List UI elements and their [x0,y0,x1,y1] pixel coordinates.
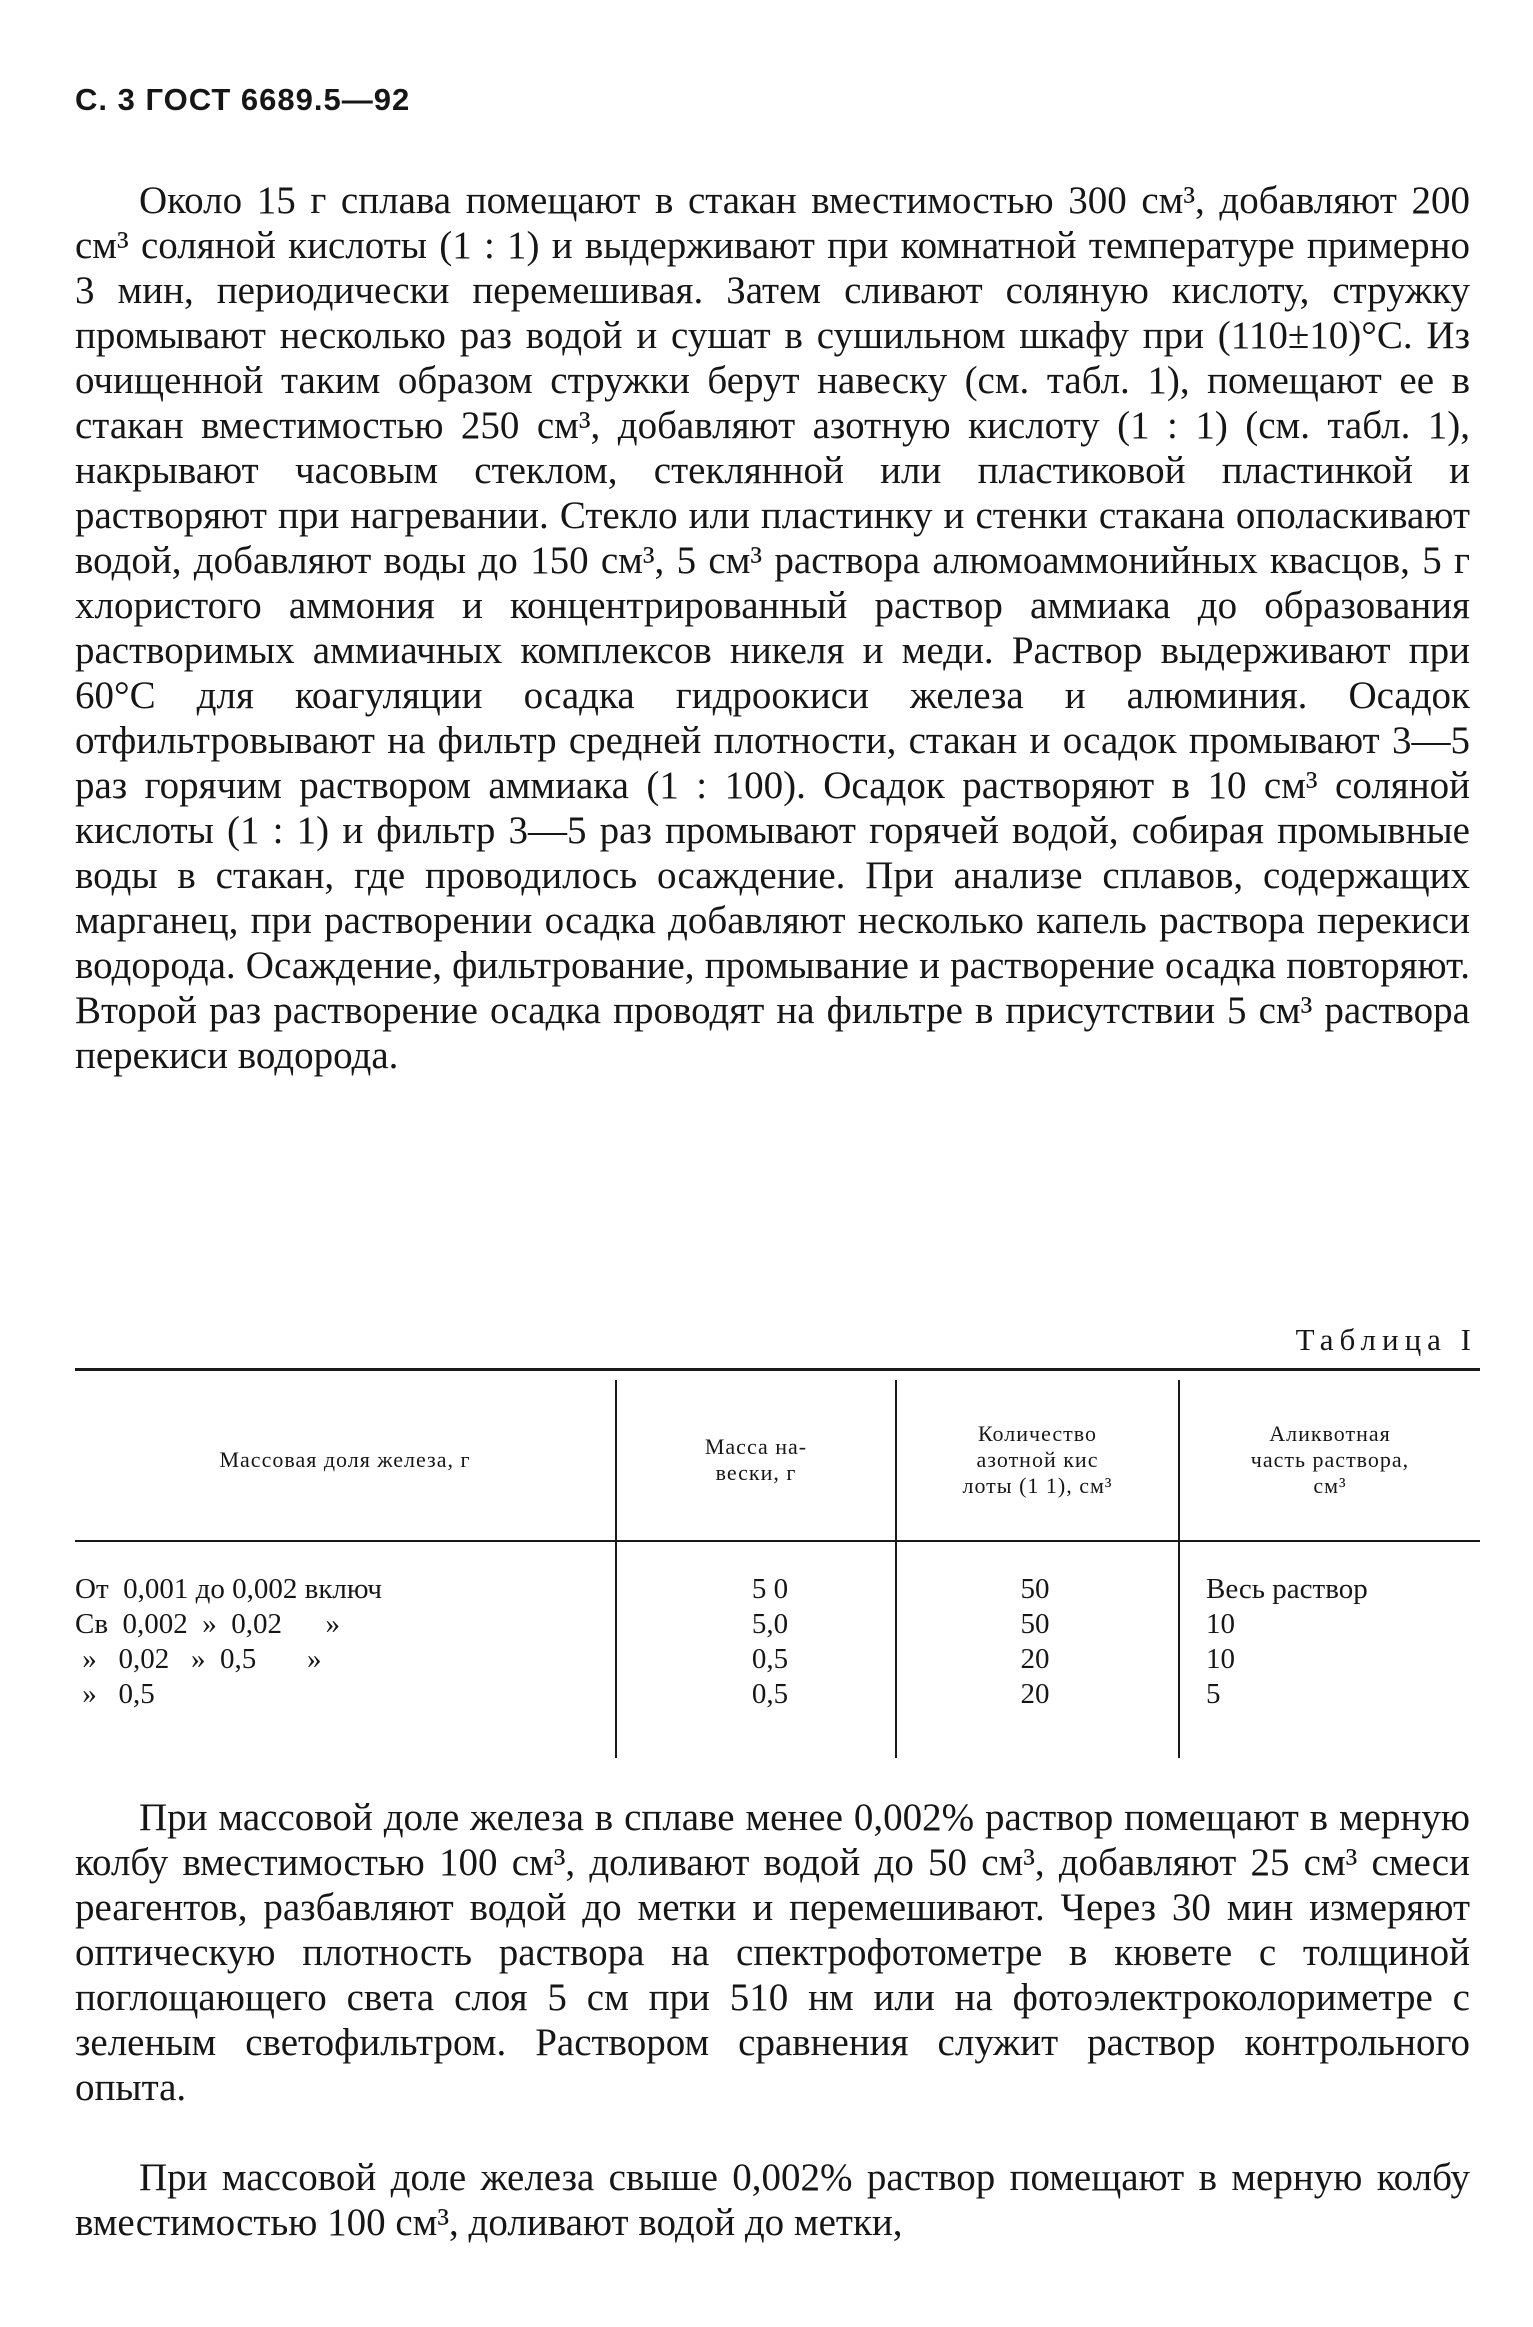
cell-aliquot: Весь раствор [1206,1573,1368,1605]
cell-acid: 50 [1020,1608,1050,1640]
cell-aliquot: 10 [1206,1643,1235,1675]
cell-acid: 50 [1020,1573,1050,1605]
header-aliquot: Аликвотная часть раствора, см³ [1250,1421,1410,1498]
cell-acid: 20 [1020,1678,1050,1710]
header-acid-amount: Количество азотной кис лоты (1 1), см³ [962,1421,1113,1498]
iron-table [75,1368,1480,1758]
cell-range: » 0,02 » 0,5 » [75,1643,322,1675]
cell-range: Св 0,002 » 0,02 » [75,1608,341,1640]
table-header-rule [75,1540,1480,1542]
page-header: С. 3 ГОСТ 6689.5—92 [75,82,411,117]
cell-mass: 0,5 [751,1643,789,1675]
header-mass-fraction: Массовая доля железа, г [219,1447,471,1472]
cell-aliquot: 5 [1206,1678,1221,1710]
table-row [75,1643,1480,1678]
cell-acid: 20 [1020,1643,1050,1675]
table-row [75,1678,1480,1713]
header-sample-mass: Масса на- вески, г [704,1434,808,1485]
table-caption: Таблица I [1295,1322,1477,1357]
paragraph-low-iron: При массовой доле железа в сплаве менее 0,002% раствор помещают в мерную колбу вместимостью 100 см³, доливают водой до 50 см³, добавляют 25 см³ смеси реагентов, разбавляют водой до метки и перемешивают. Через 30 мин измеряют оптическую плотность раствора на спектрофотометре в кювете с толщиной поглощающего света слоя 5 см при 510 нм или на фотоэлектроколориметре с зеленым светофильтром. Раствором сравнения служит раствор контрольного опыта. [75,1796,1470,2109]
cell-aliquot: 10 [1206,1608,1235,1640]
cell-mass: 5,0 [751,1608,789,1640]
cell-range: » 0,5 [75,1678,155,1710]
paragraph-procedure: Около 15 г сплава помещают в стакан вместимостью 300 см³, добавляют 200 см³ соляной кислоты (1 : 1) и выдерживают при комнатной температуре примерно 3 мин, периодически перемешивая. Затем сливают соляную кислоту, стружку промывают несколько раз водой и сушат в сушильном шкафу при (110±10)°С. Из очищенной таким образом стружки берут навеску (см. табл. 1), помещают ее в стакан вместимостью 250 см³, добавляют азотную кислоту (1 : 1) (см. табл. 1), накрывают часовым стеклом, стеклянной или пластиковой пластинкой и растворяют при нагревании. Стекло или пластинку и стенки стакана ополаскивают водой, добавляют воды до 150 см³, 5 см³ раствора алюмоаммонийных квасцов, 5 г хлористого аммония и концентрированный раствор аммиака до образования растворимых аммиачных комплексов никеля и меди. Раствор выдерживают при 60°С для коагуляции осадка гидроокиси железа и алюминия. Осадок отфильтровывают на фильтр средней плотности, стакан и осадок промывают 3—5 раз горячим раствором аммиака (1 : 100). Осадок растворяют в 10 см³ соляной кислоты (1 : 1) и фильтр 3—5 раз промывают горячей водой, собирая промывные воды в стакан, где проводилось осаждение. При анализе сплавов, содержащих марганец, при растворении осадка добавляют несколько капель раствора перекиси водорода. Осаждение, фильтрование, промывание и растворение осадка повторяют. Второй раз растворение осадка проводят на фильтре в присутствии 5 см³ раствора перекиси водорода. [75,179,1470,1077]
table-row [75,1608,1480,1643]
cell-mass: 5 0 [751,1573,789,1605]
cell-range: От 0,001 до 0,002 включ [75,1573,383,1605]
cell-mass: 0,5 [751,1678,789,1710]
table-row [75,1573,1480,1608]
table-top-rule [75,1368,1480,1371]
table-body [75,1573,1480,1713]
paragraph-high-iron: При массовой доле железа свыше 0,002% раствор помещают в мерную колбу вместимостью 100 см³, доливают водой до метки, [75,2156,1470,2244]
